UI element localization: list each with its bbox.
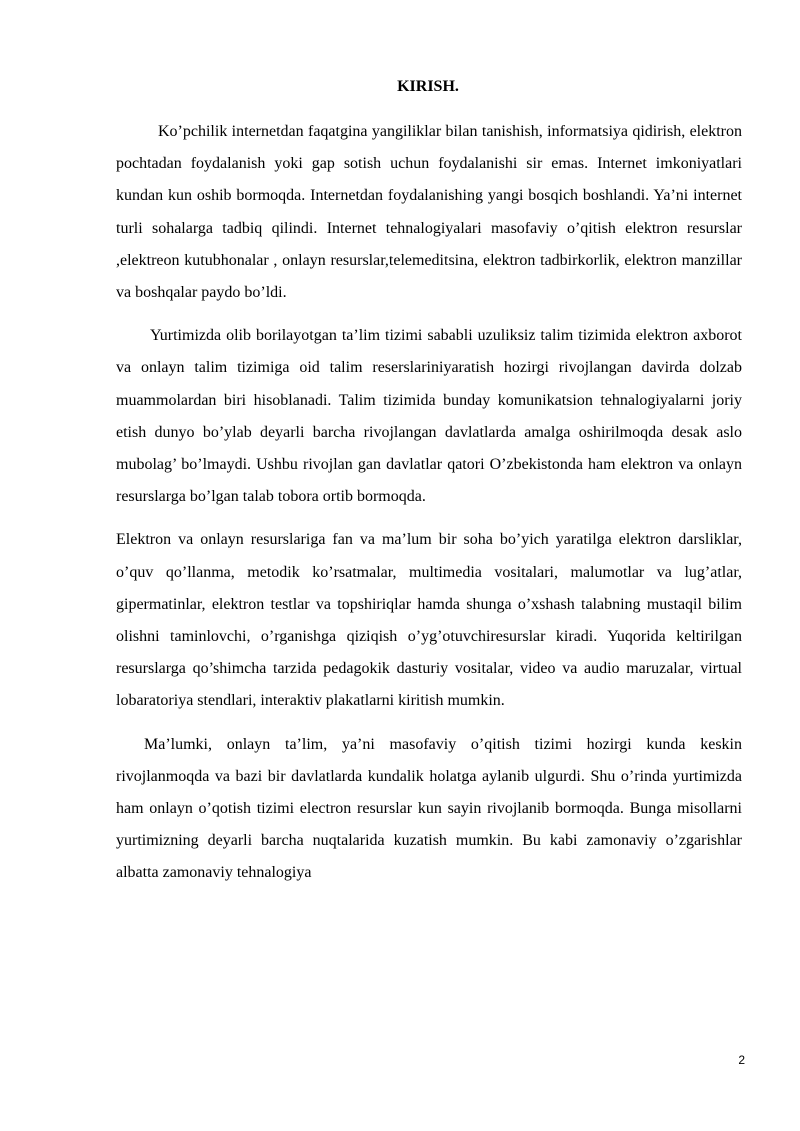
paragraph-1: Ko’pchilik internetdan faqatgina yangiliklar bilan tanishish, informatsiya qidirish, elektron pochtadan foydalanish yoki gap sotish uchun foydalanishi sir emas. Internet imkoniyatlari kundan kun oshib bormoqda. Internetdan foydalanishing yangi bosqich boshlandi. Ya’ni internet turli sohalarga tadbiq qilindi. Internet tehnalogiyalari masofaviy o’qitish elektron resurslar ,elektreon kutubhonalar , onlayn resurslar,telemeditsina, elektron tadbirkorlik, elektron manzillar va boshqalar paydo bo’ldi. (116, 123, 742, 302)
section-heading: KIRISH. (397, 78, 459, 95)
paragraph-4: Ma’lumki, onlayn ta’lim, ya’ni masofaviy o’qitish tizimi hozirgi kunda keskin rivojlanmoqda va bazi bir davlatlarda kundalik holatga aylanib ulgurdi. Shu o’rinda yurtimizda ham onlayn o’qotish tizimi electron resurslar kun sayin rivojlanib bormoqda. Bunga misollarni yurtimizning deyarli barcha nuqtalarida kuzatish mumkin. Bu kabi zamonaviy o’zgarishlar albatta zamonaviy tehnalogiya (116, 735, 742, 882)
paragraph-2: Yurtimizda olib borilayotgan ta’lim tizimi sababli uzuliksiz talim tizimida elektron axborot va onlayn talim tizimiga oid talim reserslariniyaratish hozirgi rivojlangan davirda dolzab muammolardan biri hisoblanadi. Talim tizimida bunday komunikatsion tehnalogiyalarni joriy etish dunyo bo’ylab deyarli barcha rivojlangan davlatlarda amalga oshirilmoqda desak aslo mubolag’ bo’lmaydi. Ushbu rivojlan gan davlatlar qatori O’zbekistonda ham elektron va onlayn resurslarga bo’lgan talab tobora ortib bormoqda. (116, 327, 742, 506)
page-number: 2 (738, 1053, 745, 1067)
body-text (116, 116, 742, 901)
paragraph-3: Elektron va onlayn resurslariga fan va ma’lum bir soha bo’yich yaratilga elektron darsliklar, o’quv qo’llanma, metodik ko’rsatmalar, multimedia vositalari, malumotlar va lug’atlar, gipermatinlar, elektron testlar va topshiriqlar hamda shunga o’xshash talabning mustaqil bilim olishni taminlovchi, o’rganishga qiziqish o’yg’otuvchiresurslar kiradi. Yuqorida keltirilgan resurslarga qo’shimcha tarzida pedagokik dasturiy vositalar, video va audio maruzalar, virtual lobaratoriya stendlari, interaktiv plakatlarni kiritish mumkin. (116, 531, 742, 710)
